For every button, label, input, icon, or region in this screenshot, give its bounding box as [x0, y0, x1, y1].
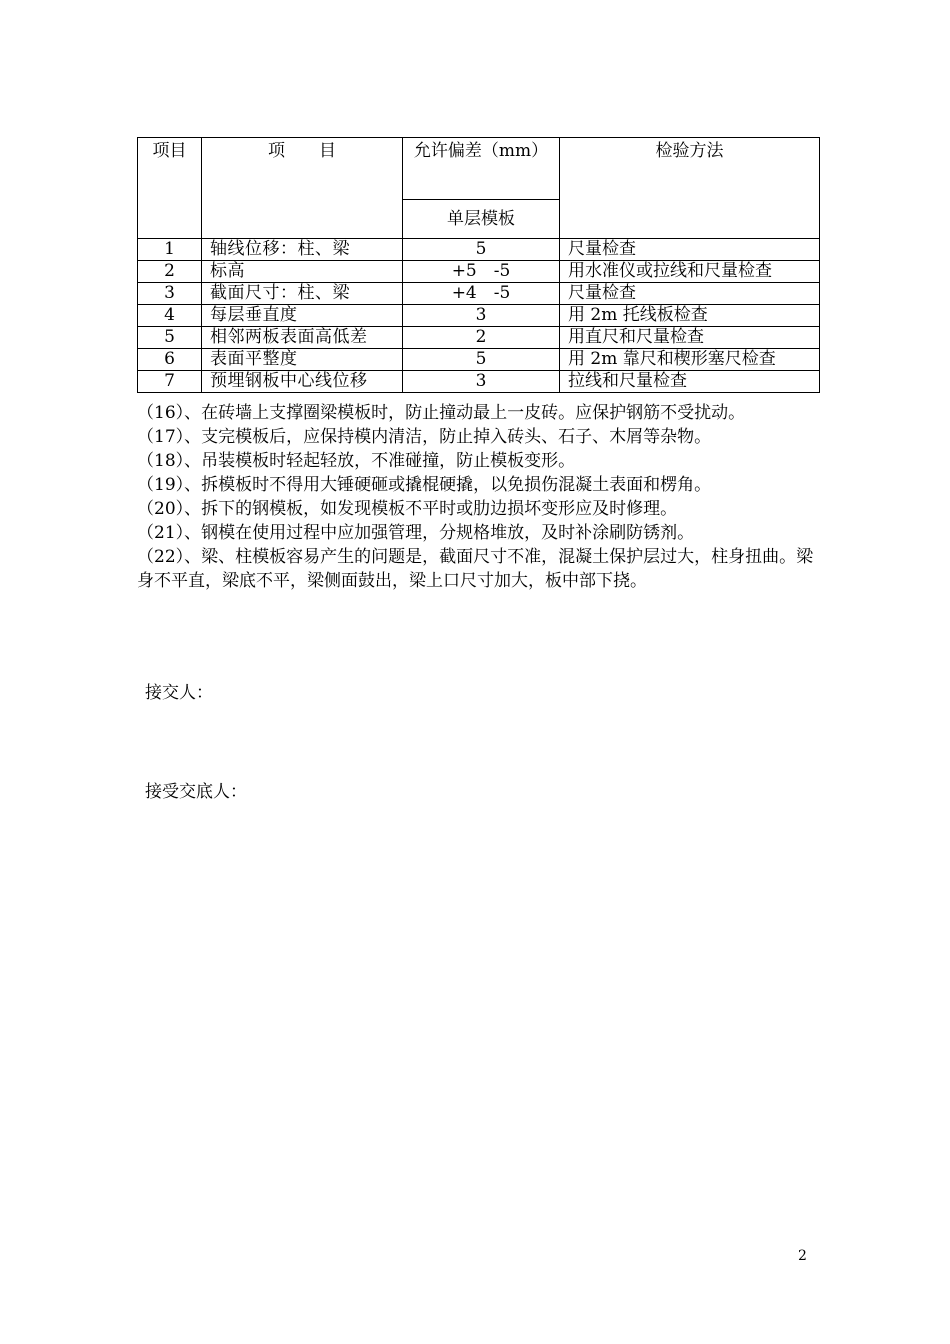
- row-method: 尺量检查: [560, 239, 820, 261]
- row-method: 用水准仪或拉线和尺量检查: [560, 261, 820, 283]
- row-tolerance: +5 -5: [403, 261, 560, 283]
- row-tolerance: +4 -5: [403, 283, 560, 305]
- note-18: （18）、吊装模板时轻起轻放，不准碰撞，防止模板变形。: [137, 451, 576, 471]
- row-tolerance: 2: [403, 327, 560, 349]
- table-row: [138, 349, 820, 371]
- page-number: 2: [798, 1248, 807, 1264]
- row-method: 用直尺和尺量检查: [560, 327, 820, 349]
- note-17: （17）、支完模板后，应保持模内清洁，防止掉入砖头、石子、木屑等杂物。: [137, 427, 712, 447]
- row-item: 轴线位移：柱、梁: [202, 239, 403, 261]
- table-row: [138, 261, 820, 283]
- row-no: 1: [138, 239, 202, 261]
- note-22: （22）、梁、柱模板容易产生的问题是，截面尺寸不准，混凝土保护层过大，柱身扭曲。梁身不平直，梁底不平，梁侧面鼓出，梁上口尺寸加大，板中部下挠。: [137, 547, 814, 591]
- row-no: 4: [138, 305, 202, 327]
- table-row: [138, 371, 820, 393]
- header-item-name: 项 目: [202, 138, 403, 239]
- row-tolerance: 5: [403, 349, 560, 371]
- row-item: 截面尺寸：柱、梁: [202, 283, 403, 305]
- row-no: 3: [138, 283, 202, 305]
- row-item: 表面平整度: [202, 349, 403, 371]
- table-header-row: [138, 138, 820, 200]
- row-item: 每层垂直度: [202, 305, 403, 327]
- note-16: （16）、在砖墙上支撑圈梁模板时，防止撞动最上一皮砖。应保护钢筋不受扰动。: [137, 403, 746, 423]
- row-item: 标高: [202, 261, 403, 283]
- note-19: （19）、拆模板时不得用大锤硬砸或撬棍硬撬，以免损伤混凝土表面和楞角。: [137, 475, 712, 495]
- tolerance-table: [137, 137, 820, 393]
- notes-section: [137, 401, 827, 593]
- header-method: 检验方法: [560, 138, 820, 239]
- table-row: [138, 283, 820, 305]
- handover-signature-label: 接交人：: [145, 683, 213, 703]
- row-no: 5: [138, 327, 202, 349]
- row-no: 7: [138, 371, 202, 393]
- table-row: [138, 327, 820, 349]
- header-tolerance-single-layer: 单层模板: [403, 200, 560, 239]
- row-no: 6: [138, 349, 202, 371]
- table-row: [138, 239, 820, 261]
- row-method: 用 2m 靠尺和楔形塞尺检查: [560, 349, 820, 371]
- row-no: 2: [138, 261, 202, 283]
- note-20: （20）、拆下的钢模板，如发现模板不平时或肋边损坏变形应及时修理。: [137, 499, 678, 519]
- row-item: 相邻两板表面高低差: [202, 327, 403, 349]
- row-tolerance: 3: [403, 305, 560, 327]
- table-row: [138, 305, 820, 327]
- header-item-no: 项目: [138, 138, 202, 239]
- header-tolerance: 允许偏差（mm）: [403, 138, 560, 200]
- row-method: 尺量检查: [560, 283, 820, 305]
- row-method: 用 2m 托线板检查: [560, 305, 820, 327]
- row-tolerance: 3: [403, 371, 560, 393]
- receiver-signature-label: 接受交底人：: [145, 782, 247, 802]
- row-method: 拉线和尺量检查: [560, 371, 820, 393]
- note-21: （21）、钢模在使用过程中应加强管理，分规格堆放，及时补涂刷防锈剂。: [137, 523, 695, 543]
- row-item: 预埋钢板中心线位移: [202, 371, 403, 393]
- row-tolerance: 5: [403, 239, 560, 261]
